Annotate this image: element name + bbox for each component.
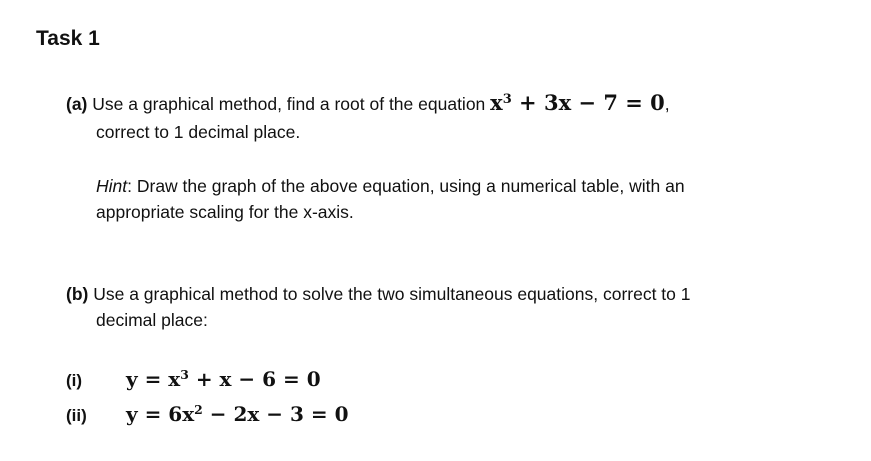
equation-ii-rest: − 2x − 3 = 0 <box>202 402 349 426</box>
equation-i-exponent: 3 <box>180 367 189 383</box>
part-a-line1 <box>66 92 670 115</box>
hint-label: Hint <box>96 176 128 196</box>
equation-i-rest: + x − 6 = 0 <box>188 367 321 391</box>
part-a-equation-exponent: 3 <box>502 91 512 107</box>
part-a-trailing: , <box>664 94 670 114</box>
hint-text: : Draw the graph of the above equation, using a numerical table, with an <box>127 176 685 196</box>
equation-ii-exponent: 2 <box>194 402 203 418</box>
part-a-equation <box>490 90 665 115</box>
equation-i-label: (i) <box>66 371 83 390</box>
equation-ii <box>126 402 349 426</box>
part-a-text: Use a graphical method, find a root of the equation <box>87 94 491 114</box>
part-a-equation-rest: + 3x − 7 = 0 <box>511 90 665 115</box>
part-b-label: (b) <box>66 284 89 304</box>
part-a-equation-base: x <box>490 90 503 115</box>
part-a-line2: correct to 1 decimal place. <box>96 122 301 142</box>
part-a-label: (a) <box>66 94 88 114</box>
equation-ii-label: (ii) <box>66 406 87 425</box>
task-title: Task 1 <box>36 27 100 50</box>
hint-line1 <box>96 175 685 197</box>
hint-line2: appropriate scaling for the x-axis. <box>96 202 354 222</box>
part-b-text: Use a graphical method to solve the two simultaneous equations, correct to 1 <box>88 284 691 304</box>
equation-i <box>126 367 321 391</box>
equation-i-prefix: y = x <box>126 367 181 391</box>
part-b-line1 <box>66 283 691 305</box>
part-b-line2: decimal place: <box>96 310 208 330</box>
equation-ii-prefix: y = 6x <box>126 402 195 426</box>
